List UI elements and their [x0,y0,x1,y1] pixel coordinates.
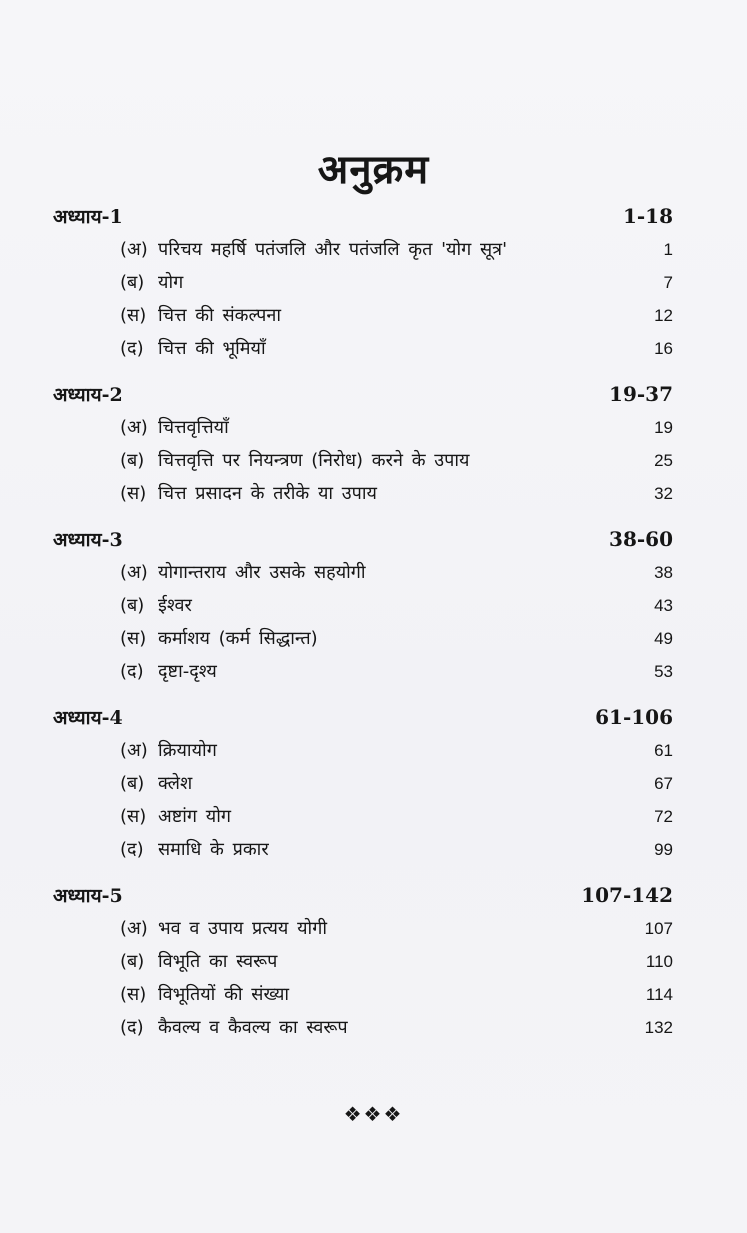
chapter-label: अध्याय-3 [53,529,123,551]
entry-page-number: 114 [645,985,673,1004]
toc-entry [53,270,673,303]
toc-entry [53,448,673,481]
chapter-heading [53,882,673,916]
entry-letter: (ब) [120,595,145,616]
entry-letter: (द) [120,338,144,359]
entry-title: भव व उपाय प्रत्यय योगी [158,918,327,939]
entry-page-number: 1 [663,240,673,259]
entry-page-number: 99 [654,840,673,859]
toc-entry [53,659,673,692]
entry-page-number: 32 [654,484,673,503]
chapter-heading [53,203,673,237]
entry-title: चित्त प्रसादन के तरीके या उपाय [158,483,377,504]
toc-entry [53,916,673,949]
entry-page-number: 61 [654,741,673,760]
entry-title: अष्टांग योग [158,806,232,827]
entry-page-number: 67 [654,774,673,793]
entry-title: क्लेश [158,773,193,794]
entry-page-number: 19 [654,418,673,437]
entry-page-number: 132 [644,1018,673,1037]
toc-entry [53,481,673,514]
chapter-1 [53,203,673,369]
entry-title: दृष्टा-दृश्य [158,661,217,682]
entry-letter: (स) [120,628,147,649]
chapter-label: अध्याय-1 [53,206,123,228]
chapter-label: अध्याय-5 [53,885,123,907]
entry-page-number: 107 [644,919,673,938]
entry-letter: (ब) [120,773,145,794]
entry-letter: (ब) [120,272,145,293]
toc-entry [53,303,673,336]
entry-title: कैवल्य व कैवल्य का स्वरूप [158,1017,348,1038]
toc-entry [53,593,673,626]
entry-page-number: 7 [663,273,673,292]
toc-entry [53,336,673,369]
entry-title: चित्त की भूमियाँ [158,338,266,359]
entry-letter: (अ) [120,562,148,583]
toc-entry [53,771,673,804]
chapter-page-range: 61-106 [595,705,673,729]
entry-letter: (अ) [120,918,148,939]
toc-entry [53,560,673,593]
toc-entry [53,415,673,448]
entry-title: चित्तवृत्तियाँ [158,417,229,438]
chapter-heading [53,381,673,415]
toc-entry [53,237,673,270]
entry-page-number: 12 [654,306,673,325]
entry-title: विभूतियों की संख्या [158,984,290,1005]
entry-letter: (द) [120,661,144,682]
chapter-label: अध्याय-4 [53,707,123,729]
entry-title: चित्तवृत्ति पर नियन्त्रण (निरोध) करने के उपाय [158,450,470,471]
entry-letter: (स) [120,806,147,827]
entry-letter: (अ) [120,239,148,260]
entry-page-number: 49 [654,629,673,648]
entry-title: कर्माशय (कर्म सिद्धान्त) [158,628,318,649]
chapter-heading [53,526,673,560]
chapter-heading [53,704,673,738]
entry-letter: (ब) [120,450,145,471]
entry-page-number: 43 [654,596,673,615]
entry-letter: (द) [120,1017,144,1038]
toc-entry [53,837,673,870]
entry-letter: (अ) [120,417,148,438]
entry-letter: (स) [120,305,147,326]
entry-title: समाधि के प्रकार [158,839,269,860]
chapter-5 [53,882,673,1048]
entry-letter: (द) [120,839,144,860]
entry-letter: (ब) [120,951,145,972]
entry-title: ईश्वर [158,595,192,616]
chapter-label: अध्याय-2 [53,384,123,406]
entry-title: योगान्तराय और उसके सहयोगी [158,562,366,583]
entry-page-number: 25 [654,451,673,470]
entry-title: चित्त की संकल्पना [158,305,282,326]
toc-entry [53,804,673,837]
chapter-3 [53,526,673,692]
entry-page-number: 110 [645,952,673,971]
entry-letter: (स) [120,483,147,504]
entry-letter: (स) [120,984,147,1005]
entry-page-number: 16 [654,339,673,358]
page-title: अनुक्रम [317,147,430,193]
entry-page-number: 38 [654,563,673,582]
chapter-2 [53,381,673,514]
toc-entry [53,949,673,982]
entry-title: योग [158,272,184,293]
entry-page-number: 72 [654,807,673,826]
ornament-diamonds-icon: ❖❖❖ [343,1102,404,1126]
chapter-page-range: 38-60 [609,527,673,551]
entry-title: विभूति का स्वरूप [158,951,278,972]
entry-title: परिचय महर्षि पतंजलि और पतंजलि कृत 'योग सूत्र' [158,239,508,260]
toc-entry [53,1015,673,1048]
toc-entry [53,626,673,659]
entry-title: क्रियायोग [158,740,217,761]
chapter-page-range: 1-18 [622,204,673,228]
table-of-contents [53,203,673,1060]
chapter-4 [53,704,673,870]
chapter-page-range: 19-37 [609,382,673,406]
chapter-page-range: 107-142 [581,883,673,907]
entry-letter: (अ) [120,740,148,761]
toc-entry [53,982,673,1015]
entry-page-number: 53 [654,662,673,681]
toc-entry [53,738,673,771]
